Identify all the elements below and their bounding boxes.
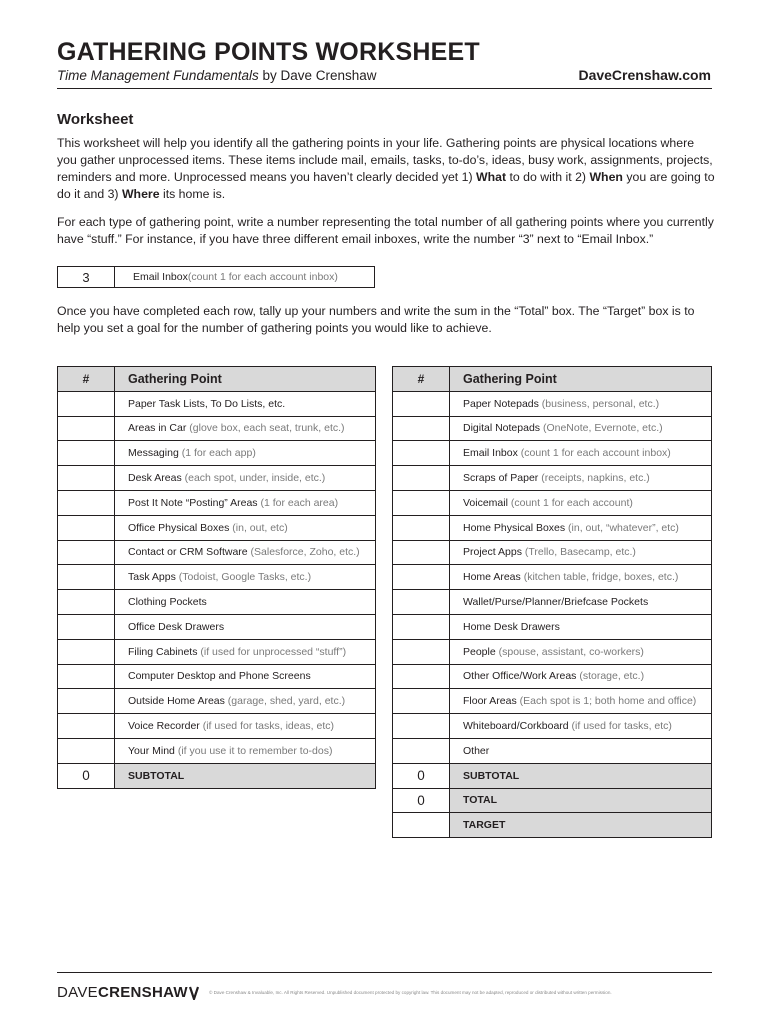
gathering-point-cell [115, 714, 376, 739]
count-cell[interactable] [393, 738, 450, 763]
table-row [393, 466, 712, 491]
gathering-point-label: Paper Task Lists, To Do Lists, etc. [128, 397, 286, 410]
count-cell[interactable] [393, 664, 450, 689]
total-value[interactable]: 0 [393, 788, 450, 813]
gathering-point-label: Outside Home Areas [128, 695, 225, 708]
table-row [393, 664, 712, 689]
gathering-point-label: Digital Notepads [463, 422, 541, 435]
footer-divider [57, 972, 712, 973]
example-note: (count 1 for each account inbox) [187, 271, 338, 283]
gathering-point-label: Desk Areas [128, 472, 182, 485]
gathering-point-label: Office Physical Boxes [128, 521, 230, 534]
gathering-point-label: Paper Notepads [463, 397, 539, 410]
gathering-point-cell [450, 664, 712, 689]
count-cell[interactable] [393, 416, 450, 441]
gathering-point-label: Email Inbox [463, 447, 518, 460]
gathering-point-label: Whiteboard/Corkboard [463, 720, 569, 733]
count-cell[interactable] [58, 515, 115, 540]
intro-text-4: its home is. [159, 187, 226, 201]
table-row [58, 466, 376, 491]
example-label-text: Email Inbox [133, 271, 188, 283]
table-row [393, 391, 712, 416]
table-row [58, 490, 376, 515]
gathering-point-note: (in, out, etc) [229, 521, 288, 534]
count-cell[interactable] [58, 416, 115, 441]
gathering-point-label: Home Areas [463, 571, 521, 584]
gathering-point-note: (kitchen table, fridge, boxes, etc.) [520, 571, 679, 584]
gathering-table-right [392, 366, 712, 838]
table-row [393, 714, 712, 739]
intro-when: When [589, 170, 623, 184]
count-cell[interactable] [58, 441, 115, 466]
table-row [58, 416, 376, 441]
gathering-point-cell [450, 590, 712, 615]
count-cell[interactable] [393, 391, 450, 416]
table-row [58, 714, 376, 739]
gathering-point-note: (if you use it to remember to-dos) [174, 744, 333, 757]
subtitle [57, 68, 377, 83]
count-cell[interactable] [58, 540, 115, 565]
count-cell[interactable] [393, 639, 450, 664]
gathering-point-cell [115, 490, 376, 515]
gathering-point-cell [450, 416, 712, 441]
gathering-point-note: (spouse, assistant, co-workers) [495, 645, 644, 658]
table-row [58, 540, 376, 565]
gathering-point-label: Areas in Car [128, 422, 187, 435]
count-cell[interactable] [58, 738, 115, 763]
subtotal-row [393, 763, 712, 788]
count-cell[interactable] [58, 689, 115, 714]
gathering-point-label: Post It Note “Posting” Areas [128, 496, 258, 509]
subtotal-label: SUBTOTAL [115, 763, 376, 788]
count-cell[interactable] [393, 515, 450, 540]
gathering-point-label: Project Apps [463, 546, 522, 559]
table-row [58, 639, 376, 664]
count-cell[interactable] [58, 391, 115, 416]
count-cell[interactable] [58, 714, 115, 739]
count-cell[interactable] [393, 714, 450, 739]
table-row [58, 515, 376, 540]
gathering-point-note: (glove box, each seat, trunk, etc.) [186, 422, 345, 435]
gathering-point-note: (if used for unprocessed “stuff”) [197, 645, 347, 658]
table-row [58, 590, 376, 615]
subtotal-value[interactable]: 0 [58, 763, 115, 788]
gathering-point-cell [450, 515, 712, 540]
table-row [393, 689, 712, 714]
gathering-point-label: Filing Cabinets [128, 645, 198, 658]
gathering-point-note: (Trello, Basecamp, etc.) [521, 546, 636, 559]
gathering-point-cell [450, 391, 712, 416]
gathering-point-cell [450, 565, 712, 590]
count-cell[interactable] [58, 565, 115, 590]
gathering-point-label: Other Office/Work Areas [463, 670, 577, 683]
gathering-point-label: Your Mind [128, 744, 175, 757]
count-cell[interactable] [58, 490, 115, 515]
gathering-point-note: (in, out, “whatever”, etc) [565, 521, 679, 534]
tally-paragraph: Once you have completed each row, tally up your numbers and write the sum in the “Total” box. The “Target” box is to help you set a goal for the number of gathering points you would like to achieve. [57, 304, 695, 335]
gathering-point-cell [115, 441, 376, 466]
gathering-point-label: Voicemail [463, 496, 508, 509]
table-row [58, 664, 376, 689]
count-cell[interactable] [393, 441, 450, 466]
intro-what: What [476, 170, 507, 184]
table-row [393, 614, 712, 639]
column-header-point: Gathering Point [450, 367, 712, 392]
table-row [58, 614, 376, 639]
logo-last-name: CRENSHAW [97, 984, 188, 1001]
count-cell[interactable] [393, 689, 450, 714]
logo-first-name: DAVE [57, 984, 98, 1001]
table-row [393, 639, 712, 664]
intro-text-1: This worksheet will help you identify all the gathering points in your life. Gathering points are physical locations where you gather unprocessed items. These items include mail, emails, tasks, to-do’s, ideas, busy work, assignments, projects, reminders and more. Unprocessed means you haven’t clearly decided yet 1) [57, 136, 713, 184]
table-row [393, 565, 712, 590]
table-row [393, 738, 712, 763]
gathering-point-cell [115, 738, 376, 763]
gathering-point-label: Messaging [128, 447, 179, 460]
gathering-point-label: Scraps of Paper [463, 472, 539, 485]
gathering-point-cell [115, 391, 376, 416]
target-label: TARGET [450, 813, 712, 838]
column-header-number: # [58, 367, 115, 392]
table-row [393, 540, 712, 565]
table-row [58, 391, 376, 416]
intro-text-3: you are going to do it and 3) [57, 170, 715, 201]
count-cell[interactable] [393, 565, 450, 590]
gathering-point-note: (count 1 for each account) [507, 496, 633, 509]
subtotal-row [58, 763, 376, 788]
gathering-point-cell [450, 466, 712, 491]
course-name: Time Management Fundamentals [57, 68, 259, 83]
section-title: Worksheet [57, 111, 134, 128]
table-row [58, 738, 376, 763]
gathering-point-cell [115, 466, 376, 491]
gathering-point-note: (1 for each app) [178, 447, 256, 460]
gathering-point-note: (count 1 for each account inbox) [517, 447, 671, 460]
table-row [58, 565, 376, 590]
gathering-point-note: (OneNote, Evernote, etc.) [540, 422, 663, 435]
subtotal-label: SUBTOTAL [450, 763, 712, 788]
author-byline: by Dave Crenshaw [258, 68, 377, 83]
count-cell[interactable] [393, 590, 450, 615]
table-row [393, 490, 712, 515]
intro-where: Where [121, 187, 160, 201]
gathering-point-cell [115, 416, 376, 441]
intro-paragraph [57, 135, 717, 203]
target-value[interactable] [393, 813, 450, 838]
table-row [58, 689, 376, 714]
gathering-point-note: (if used for tasks, etc) [568, 720, 672, 733]
gathering-point-cell [115, 639, 376, 664]
gathering-point-note: (business, personal, etc.) [538, 397, 660, 410]
example-number: 3 [58, 267, 115, 287]
gathering-point-cell [450, 639, 712, 664]
count-cell[interactable] [58, 664, 115, 689]
gathering-point-label: Home Physical Boxes [463, 521, 566, 534]
instructions-paragraph: For each type of gathering point, write a number representing the total number of all gathering points where you currently have “stuff.” For instance, if you have three different email inboxes, write the number “3” next to “Email Inbox.” [57, 215, 714, 246]
count-cell[interactable] [393, 614, 450, 639]
copyright-notice: © Dave Crenshaw & Invaluable, Inc. All Rights Reserved. Unpublished document protected by copyright law. This document may not be adapted, reproduced or distributed without written permission. [209, 990, 612, 995]
gathering-point-cell [115, 689, 376, 714]
count-cell[interactable] [58, 590, 115, 615]
column-header-number: # [393, 367, 450, 392]
gathering-point-cell [450, 714, 712, 739]
gathering-point-label: Floor Areas [463, 695, 517, 708]
example-row [57, 266, 375, 288]
gathering-point-cell [450, 441, 712, 466]
gathering-point-note: (receipts, napkins, etc.) [538, 472, 650, 485]
table-row [393, 590, 712, 615]
count-cell[interactable] [393, 540, 450, 565]
table-row [58, 441, 376, 466]
gathering-point-label: People [463, 645, 496, 658]
gathering-point-note: (Each spot is 1; both home and office) [516, 695, 697, 708]
gathering-point-label: Home Desk Drawers [463, 620, 560, 633]
logo-swoosh-icon [189, 986, 199, 1000]
subtotal-value[interactable]: 0 [393, 763, 450, 788]
gathering-point-cell [450, 738, 712, 763]
gathering-point-note: (if used for tasks, ideas, etc) [199, 720, 335, 733]
gathering-point-cell [450, 490, 712, 515]
gathering-point-label: Office Desk Drawers [128, 620, 225, 633]
page-title: GATHERING POINTS WORKSHEET [57, 38, 480, 66]
gathering-point-cell [115, 565, 376, 590]
gathering-point-label: Voice Recorder [128, 720, 200, 733]
gathering-point-cell [115, 664, 376, 689]
gathering-point-note: (Salesforce, Zoho, etc.) [247, 546, 360, 559]
gathering-point-note: (each spot, under, inside, etc.) [181, 472, 326, 485]
footer-logo [57, 984, 199, 1001]
count-cell[interactable] [58, 614, 115, 639]
gathering-point-label: Other [463, 744, 490, 757]
gathering-point-note: (garage, shed, yard, etc.) [224, 695, 346, 708]
gathering-point-cell [115, 614, 376, 639]
gathering-point-cell [450, 540, 712, 565]
gathering-point-label: Clothing Pockets [128, 596, 207, 609]
gathering-point-note: (Todoist, Google Tasks, etc.) [175, 571, 312, 584]
total-label: TOTAL [450, 788, 712, 813]
gathering-point-label: Task Apps [128, 571, 176, 584]
gathering-point-note: (storage, etc.) [576, 670, 645, 683]
gathering-point-cell [115, 515, 376, 540]
table-row [393, 515, 712, 540]
target-row [393, 813, 712, 838]
gathering-point-note: (1 for each area) [257, 496, 339, 509]
count-cell[interactable] [393, 490, 450, 515]
gathering-point-label: Computer Desktop and Phone Screens [128, 670, 311, 683]
count-cell[interactable] [58, 466, 115, 491]
gathering-point-label: Contact or CRM Software [128, 546, 248, 559]
count-cell[interactable] [58, 639, 115, 664]
column-header-point: Gathering Point [115, 367, 376, 392]
gathering-point-cell [115, 590, 376, 615]
count-cell[interactable] [393, 466, 450, 491]
example-label [115, 267, 338, 287]
gathering-point-cell [450, 689, 712, 714]
website: DaveCrenshaw.com [578, 67, 711, 83]
total-row [393, 788, 712, 813]
intro-text-2: to do with it 2) [506, 170, 590, 184]
table-row [393, 441, 712, 466]
gathering-point-cell [115, 540, 376, 565]
table-row [393, 416, 712, 441]
gathering-point-label: Wallet/Purse/Planner/Briefcase Pockets [463, 596, 649, 609]
header-divider [57, 88, 712, 89]
gathering-point-cell [450, 614, 712, 639]
gathering-table-left [57, 366, 376, 789]
